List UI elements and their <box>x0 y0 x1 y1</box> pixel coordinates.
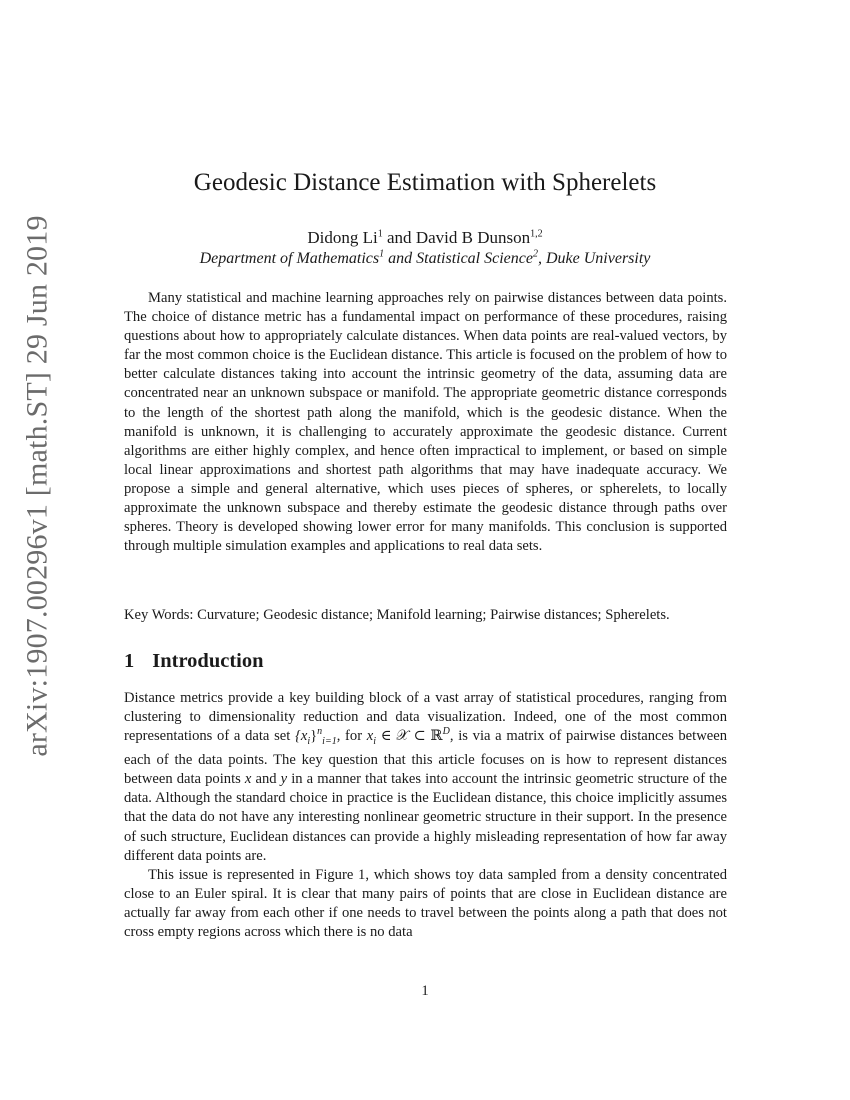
math-symbol: x <box>244 771 252 788</box>
text-run: in a manner that takes into account the intrinsic geometric structure of the data. Although the standard choice in practice is the Euclidean distance, this choice implicitly assumes that the data do not have any interesting nonlinear geometric structure in their support. In the presence of such structure, Euclidean distances can provide a highly misleading representation of how far away different data points are. <box>124 771 727 864</box>
arxiv-sidebar-stamp <box>18 215 58 757</box>
introduction-body <box>124 689 727 942</box>
affiliation-text: Department of Mathematics <box>199 250 380 267</box>
math-symbol: y <box>280 771 288 788</box>
math-subscript: i=1 <box>322 736 337 748</box>
text-run: Distance metrics provide a key building block of a vast array of statistical procedures, ranging from clustering to dimensionality reduction and data visualization. Indeed, one of the most common representations of a data set <box>124 690 727 745</box>
affiliation-mark: 2 <box>532 248 538 260</box>
math-symbol: ∈ 𝒳 ⊂ ℝ <box>376 728 443 745</box>
section-title: Introduction <box>152 650 264 672</box>
author-affiliation-mark: 1,2 <box>530 228 543 240</box>
section-number: 1 <box>124 650 135 672</box>
paper-title: Geodesic Distance Estimation with Spherelets <box>193 168 657 196</box>
math-set <box>295 726 337 748</box>
affiliation-text: , Duke University <box>537 250 651 267</box>
text-run: and <box>251 771 281 788</box>
math-subscript: i <box>307 736 311 748</box>
author-affiliation-mark: 1 <box>377 228 383 240</box>
math-symbol: {x <box>295 728 308 745</box>
text-run: , for <box>336 728 367 745</box>
paragraph: This issue is represented in Figure 1, which shows toy data sampled from a density concentrated close to an Euler spiral. It is clear that many pairs of points that are close in Euclidean distance are actually far away from each other if one needs to travel between the points along a path that does not cross empty regions across which there is no data <box>124 866 727 941</box>
section-heading <box>124 650 264 673</box>
affiliation-text: and Statistical Science <box>384 250 533 267</box>
math-symbol: x <box>366 728 374 745</box>
math-symbol: } <box>310 728 318 745</box>
author-name: Didong Li <box>307 228 378 247</box>
author-line <box>0 228 850 248</box>
math-superscript: D <box>442 726 450 738</box>
author-name: David B Dunson <box>415 228 531 247</box>
author-connector: and <box>382 228 416 247</box>
affiliation-line <box>0 250 850 268</box>
text-run: , is via a matrix of pairwise distances between each of the data points. The key question that this article focuses on is how to represent distances between data points <box>124 728 728 788</box>
arxiv-identifier: arXiv:1907.00296v1 [math.ST] 29 Jun 2019 <box>21 215 55 757</box>
page-number: 1 <box>421 983 429 999</box>
math-subscript: i <box>373 736 377 748</box>
paragraph <box>124 689 727 866</box>
math-superscript: n <box>317 726 323 738</box>
abstract: Many statistical and machine learning approaches rely on pairwise distances between data points. The choice of distance metric has a fundamental impact on performance of these procedures, raising questions about how to appropriately calculate distances. When data points are real-valued vectors, by far the most common choice is the Euclidean distance. This article is focused on the problem of how to better calculate distances taking into account the intrinsic geometry of the data, assuming data are concentrated near an unknown subspace or manifold. The appropriate geometric distance corresponds to the length of the shortest path along the manifold, which is the geodesic distance. When the manifold is unknown, it is challenging to accurately approximate the geodesic distance. Current algorithms are either highly complex, and hence often impractical to implement, or based on simple local linear approximations and shortest path algorithms that may have inadequate accuracy. We propose a simple and general alternative, which uses pieces of spheres, or spherelets, to locally approximate the unknown subspace and thereby estimate the geodesic distance through paths over spheres. Theory is developed showing lower error for many manifolds. This conclusion is supported through multiple simulation examples and applications to real data sets. <box>124 290 727 555</box>
keywords: Key Words: Curvature; Geodesic distance; Manifold learning; Pairwise distances; Spherelets. <box>124 607 670 623</box>
affiliation-mark: 1 <box>379 248 385 260</box>
